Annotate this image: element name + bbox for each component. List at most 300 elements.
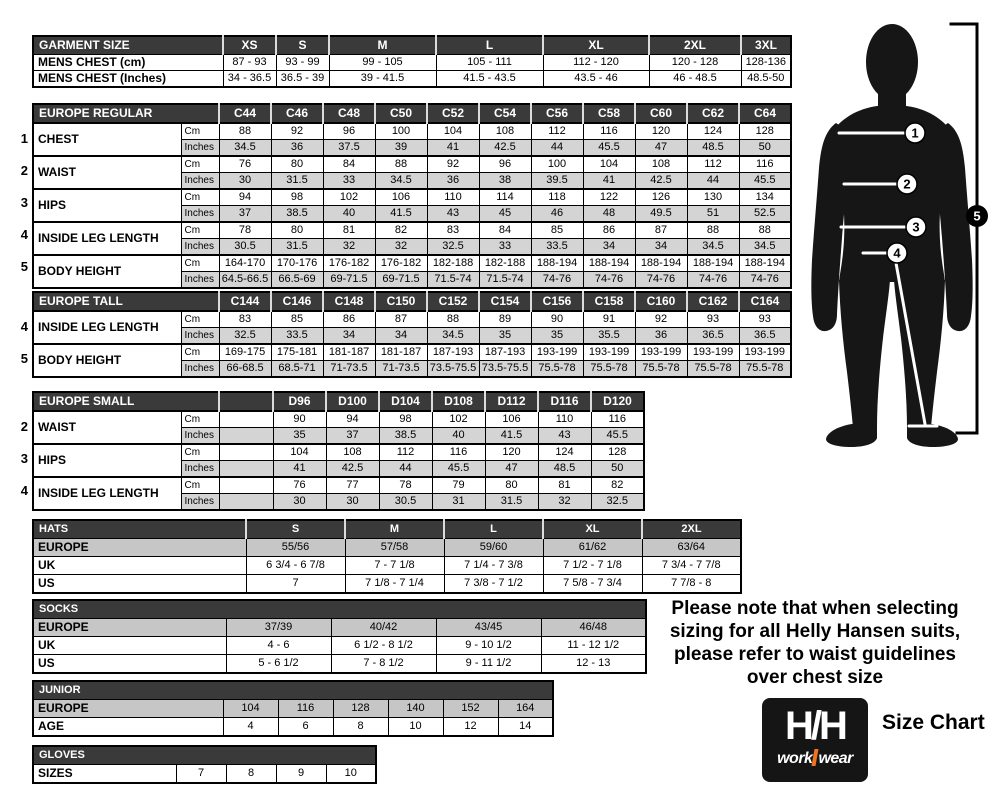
size-value-cell: 7 1/4 - 7 3/8 [444,557,543,575]
size-value-cell: 112 [687,156,739,173]
unit-label: Cm [181,222,219,239]
table-title: SOCKS [33,600,646,619]
size-value-cell: 88 [687,222,739,239]
table-row [33,123,791,140]
row-label: UK [33,637,226,655]
row-number: 3 [20,451,28,466]
size-col-header: C150 [375,292,427,311]
table-header-row [33,746,376,765]
size-value-cell: 116 [591,411,644,428]
size-value-cell: 51 [687,206,739,223]
size-value-cell: 85 [531,222,583,239]
size-col-header: XL [543,36,649,55]
row-number: 5 [20,351,28,366]
size-value-cell: 6 1/2 - 8 1/2 [331,637,436,655]
size-value-cell: 37 [219,206,271,223]
size-value-cell: 124 [538,444,591,461]
size-value-cell: 102 [432,411,485,428]
size-value-cell: 45 [479,206,531,223]
row-label: WAIST [33,156,181,189]
size-value-cell: 88 [375,156,427,173]
size-value-cell: 36.5 [687,328,739,345]
size-value-cell: 35 [531,328,583,345]
size-value-cell: 98 [271,189,323,206]
size-value-cell: 36.5 - 39 [276,71,329,88]
svg-text:4: 4 [893,245,901,261]
size-value-cell: 37.5 [323,140,375,157]
row-number: 2 [20,419,28,434]
row-label: MENS CHEST (cm) [33,55,223,71]
size-value-cell: 164 [498,700,553,718]
size-value-cell: 193-199 [739,344,791,361]
size-value-cell: 93 [739,311,791,328]
size-value-cell: 43 [427,206,479,223]
size-value-cell: 80 [271,222,323,239]
size-col-header: S [246,520,345,539]
size-value-cell: 71-73.5 [323,361,375,378]
size-col-header: C152 [427,292,479,311]
unit-label: Inches [181,206,219,223]
size-value-cell: 80 [271,156,323,173]
size-value-cell: 61/62 [543,539,642,557]
row-number: 3 [20,195,28,210]
size-value-cell: 30.5 [219,239,271,256]
size-value-cell: 76 [219,156,271,173]
size-value-cell: 175-181 [271,344,323,361]
size-value-cell: 45.5 [739,173,791,190]
size-value-cell: 106 [375,189,427,206]
size-value-cell: 176-182 [323,255,375,272]
size-value-cell: 120 [485,444,538,461]
spacer-cell [219,494,273,511]
workwear-word-left: work [777,750,813,767]
size-value-cell: 170-176 [271,255,323,272]
unit-label: Inches [181,173,219,190]
size-value-cell: 128 [333,700,388,718]
workwear-word-right: wear [818,750,853,767]
size-col-header: C54 [479,104,531,123]
garment-size-table [32,35,792,88]
size-value-cell: 120 - 128 [649,55,741,71]
size-value-cell: 102 [323,189,375,206]
size-value-cell: 10 [326,765,376,784]
size-value-cell: 126 [635,189,687,206]
unit-label: Inches [181,361,219,378]
row-label: US [33,575,246,594]
row-label: EUROPE [33,619,226,637]
size-value-cell: 34 - 36.5 [223,71,276,88]
size-col-header: XS [223,36,276,55]
table-header-row [33,292,791,311]
size-col-header: C46 [271,104,323,123]
size-value-cell: 193-199 [531,344,583,361]
table-title: EUROPE SMALL [33,392,219,411]
size-col-header: C148 [323,292,375,311]
table-header-row [33,520,741,539]
size-value-cell: 83 [219,311,271,328]
unit-label: Inches [181,461,219,478]
svg-text:2: 2 [903,176,911,192]
size-value-cell: 90 [273,411,326,428]
size-value-cell: 104 [223,700,278,718]
size-value-cell: 87 [635,222,687,239]
size-col-header: C60 [635,104,687,123]
size-value-cell: 96 [479,156,531,173]
table-row [33,575,741,594]
size-value-cell: 42.5 [635,173,687,190]
size-col-header: D108 [432,392,485,411]
size-value-cell: 134 [739,189,791,206]
size-value-cell: 164-170 [219,255,271,272]
unit-label: Inches [181,494,219,511]
size-value-cell: 30.5 [379,494,432,511]
size-value-cell: 43.5 - 46 [543,71,649,88]
size-value-cell: 118 [531,189,583,206]
size-value-cell: 75.5-78 [635,361,687,378]
size-value-cell: 4 - 6 [226,637,331,655]
table-row [33,655,646,674]
size-value-cell: 169-175 [219,344,271,361]
size-col-header: M [345,520,444,539]
size-value-cell: 44 [531,140,583,157]
size-value-cell: 100 [531,156,583,173]
size-col-header: C158 [583,292,635,311]
table-row [33,637,646,655]
size-value-cell: 36.5 [739,328,791,345]
size-value-cell: 44 [379,461,432,478]
table-title: JUNIOR [33,681,553,700]
size-value-cell: 188-194 [635,255,687,272]
size-value-cell: 87 - 93 [223,55,276,71]
spacer-cell [219,411,273,428]
size-value-cell: 59/60 [444,539,543,557]
size-value-cell: 108 [635,156,687,173]
table-row [33,311,791,328]
size-value-cell: 128-136 [741,55,791,71]
size-value-cell: 48 [583,206,635,223]
size-col-header: S [276,36,329,55]
table-title: GLOVES [33,746,376,765]
marker-4-inside-leg [887,243,907,263]
size-value-cell: 193-199 [635,344,687,361]
size-value-cell: 88 [219,123,271,140]
marker-2-waist [897,174,917,194]
spacer-cell [219,477,273,494]
size-value-cell: 187-193 [427,344,479,361]
size-value-cell: 8 [226,765,276,784]
size-value-cell: 42.5 [326,461,379,478]
size-col-header: 3XL [741,36,791,55]
size-col-header: C50 [375,104,427,123]
size-value-cell: 69-71.5 [323,272,375,289]
table-row [33,557,741,575]
size-value-cell: 6 [278,718,333,737]
size-value-cell: 7 7/8 - 8 [642,575,741,594]
size-value-cell: 36 [635,328,687,345]
size-value-cell: 78 [379,477,432,494]
size-value-cell: 69-71.5 [375,272,427,289]
size-value-cell: 32 [375,239,427,256]
size-value-cell: 68.5-71 [271,361,323,378]
size-value-cell: 106 [485,411,538,428]
socks-table [32,599,647,674]
table-row [33,344,791,361]
row-number: 1 [20,131,28,146]
sizing-note-line: over chest size [746,667,884,688]
size-value-cell: 43 [538,428,591,445]
unit-label: Cm [181,156,219,173]
unit-label: Cm [181,311,219,328]
size-value-cell: 33 [479,239,531,256]
size-value-cell: 84 [479,222,531,239]
size-value-cell: 81 [323,222,375,239]
size-value-cell: 45.5 [583,140,635,157]
spacer-cell [219,444,273,461]
size-value-cell: 110 [538,411,591,428]
size-value-cell: 4 [223,718,278,737]
unit-label: Inches [181,239,219,256]
size-value-cell: 63/64 [642,539,741,557]
size-value-cell: 181-187 [375,344,427,361]
size-col-header: C58 [583,104,635,123]
spacer-cell [219,428,273,445]
size-value-cell: 71-73.5 [375,361,427,378]
size-value-cell: 41 [273,461,326,478]
size-value-cell: 46 [531,206,583,223]
table-title: EUROPE REGULAR [33,104,219,123]
hh-workwear-logo [762,698,868,782]
size-value-cell: 50 [739,140,791,157]
size-value-cell: 38.5 [271,206,323,223]
table-title: HATS [33,520,246,539]
size-value-cell: 96 [323,123,375,140]
europe-regular-table [32,103,792,289]
size-value-cell: 80 [485,477,538,494]
size-value-cell: 31 [432,494,485,511]
size-value-cell: 30 [273,494,326,511]
size-value-cell: 74-76 [739,272,791,289]
size-value-cell: 7 3/8 - 7 1/2 [444,575,543,594]
size-value-cell: 40 [323,206,375,223]
size-value-cell: 7 1/8 - 7 1/4 [345,575,444,594]
row-label: US [33,655,226,674]
size-value-cell: 66-68.5 [219,361,271,378]
size-value-cell: 34.5 [687,239,739,256]
size-value-cell: 50 [591,461,644,478]
size-value-cell: 75.5-78 [583,361,635,378]
size-value-cell: 31.5 [271,173,323,190]
size-value-cell: 52.5 [739,206,791,223]
size-col-header: L [436,36,543,55]
size-value-cell: 32.5 [591,494,644,511]
table-header-row [33,681,553,700]
size-value-cell: 33.5 [271,328,323,345]
europe-tall-table [32,291,792,378]
size-value-cell: 74-76 [583,272,635,289]
table-row [33,71,791,88]
size-col-header: C64 [739,104,791,123]
table-row [33,222,791,239]
size-value-cell: 64.5-66.5 [219,272,271,289]
size-value-cell: 40/42 [331,619,436,637]
size-value-cell: 86 [583,222,635,239]
unit-label: Cm [181,255,219,272]
size-value-cell: 122 [583,189,635,206]
size-value-cell: 31.5 [485,494,538,511]
size-value-cell: 90 [531,311,583,328]
workwear-wordmark [762,749,868,769]
size-value-cell: 88 [739,222,791,239]
size-value-cell: 48.5 [538,461,591,478]
table-row [33,619,646,637]
size-col-header: 2XL [642,520,741,539]
size-value-cell: 94 [326,411,379,428]
size-value-cell: 9 - 11 1/2 [436,655,541,674]
size-value-cell: 14 [498,718,553,737]
size-value-cell: 48.5 [687,140,739,157]
size-col-header: C44 [219,104,271,123]
table-row [33,411,644,428]
size-col-header: L [444,520,543,539]
row-label: INSIDE LEG LENGTH [33,311,181,344]
row-label: INSIDE LEG LENGTH [33,222,181,255]
size-value-cell: 82 [591,477,644,494]
table-title: GARMENT SIZE [33,36,223,55]
sizing-note-line: sizing for all Helly Hansen suits, [669,621,961,642]
size-value-cell: 128 [739,123,791,140]
table-row [33,765,376,784]
size-value-cell: 47 [635,140,687,157]
size-value-cell: 34.5 [375,173,427,190]
size-value-cell: 46/48 [541,619,646,637]
size-value-cell: 77 [326,477,379,494]
size-value-cell: 66.5-69 [271,272,323,289]
size-value-cell: 12 [443,718,498,737]
size-value-cell: 12 - 13 [541,655,646,674]
unit-label: Inches [181,428,219,445]
table-row [33,444,644,461]
size-value-cell: 37/39 [226,619,331,637]
table-row [33,55,791,71]
size-value-cell: 39.5 [531,173,583,190]
size-value-cell: 45.5 [591,428,644,445]
size-value-cell: 31.5 [271,239,323,256]
size-value-cell: 188-194 [531,255,583,272]
spacer-cell [219,392,273,411]
size-value-cell: 193-199 [583,344,635,361]
size-value-cell: 73.5-75.5 [427,361,479,378]
size-value-cell: 112 [531,123,583,140]
size-value-cell: 75.5-78 [739,361,791,378]
table-header-row [33,392,644,411]
size-col-header: M [329,36,436,55]
table-row [33,189,791,206]
table-row [33,255,791,272]
size-value-cell: 11 - 12 1/2 [541,637,646,655]
size-value-cell: 81 [538,477,591,494]
size-value-cell: 100 [375,123,427,140]
size-value-cell: 33.5 [531,239,583,256]
size-value-cell: 34.5 [739,239,791,256]
row-label: CHEST [33,123,181,156]
size-value-cell: 32.5 [427,239,479,256]
size-value-cell: 39 - 41.5 [329,71,436,88]
size-col-header: D100 [326,392,379,411]
size-value-cell: 89 [479,311,531,328]
size-value-cell: 37 [326,428,379,445]
size-value-cell: 104 [273,444,326,461]
size-col-header: C154 [479,292,531,311]
size-value-cell: 91 [583,311,635,328]
unit-label: Cm [181,444,219,461]
size-value-cell: 41.5 [485,428,538,445]
size-value-cell: 33 [323,173,375,190]
size-value-cell: 85 [271,311,323,328]
size-value-cell: 41.5 - 43.5 [436,71,543,88]
size-value-cell: 76 [273,477,326,494]
size-chart-label: Size Chart [882,711,985,734]
sizing-note-line: Please note that when selecting [671,598,959,619]
size-value-cell: 188-194 [583,255,635,272]
size-value-cell: 75.5-78 [687,361,739,378]
size-value-cell: 10 [388,718,443,737]
unit-label: Inches [181,328,219,345]
size-value-cell: 46 - 48.5 [649,71,741,88]
size-col-header: D104 [379,392,432,411]
size-value-cell: 34 [635,239,687,256]
size-col-header: 2XL [649,36,741,55]
europe-small-table [32,391,645,511]
size-value-cell: 36 [271,140,323,157]
size-value-cell: 30 [219,173,271,190]
sizing-note [648,597,982,689]
size-value-cell: 39 [375,140,427,157]
size-value-cell: 182-188 [427,255,479,272]
size-value-cell: 108 [326,444,379,461]
size-value-cell: 41.5 [375,206,427,223]
body-silhouette [811,24,972,447]
size-col-header: XL [543,520,642,539]
size-value-cell: 7 1/2 - 7 1/8 [543,557,642,575]
row-label: INSIDE LEG LENGTH [33,477,181,510]
size-value-cell: 49.5 [635,206,687,223]
size-value-cell: 34 [323,328,375,345]
size-value-cell: 7 - 7 1/8 [345,557,444,575]
size-value-cell: 73.5-75.5 [479,361,531,378]
size-value-cell: 74-76 [531,272,583,289]
size-value-cell: 128 [591,444,644,461]
size-value-cell: 124 [687,123,739,140]
size-value-cell: 42.5 [479,140,531,157]
gloves-table [32,745,377,784]
size-value-cell: 130 [687,189,739,206]
svg-text:1: 1 [911,125,919,141]
size-col-header: C52 [427,104,479,123]
row-label: BODY HEIGHT [33,344,181,377]
row-label: AGE [33,718,223,737]
unit-label: Cm [181,344,219,361]
size-value-cell: 38.5 [379,428,432,445]
size-value-cell: 43/45 [436,619,541,637]
size-value-cell: 74-76 [687,272,739,289]
size-col-header: C156 [531,292,583,311]
svg-text:5: 5 [973,208,981,224]
size-value-cell: 7 [246,575,345,594]
size-value-cell: 176-182 [375,255,427,272]
row-label: BODY HEIGHT [33,255,181,288]
size-value-cell: 34 [375,328,427,345]
table-header-row [33,600,646,619]
